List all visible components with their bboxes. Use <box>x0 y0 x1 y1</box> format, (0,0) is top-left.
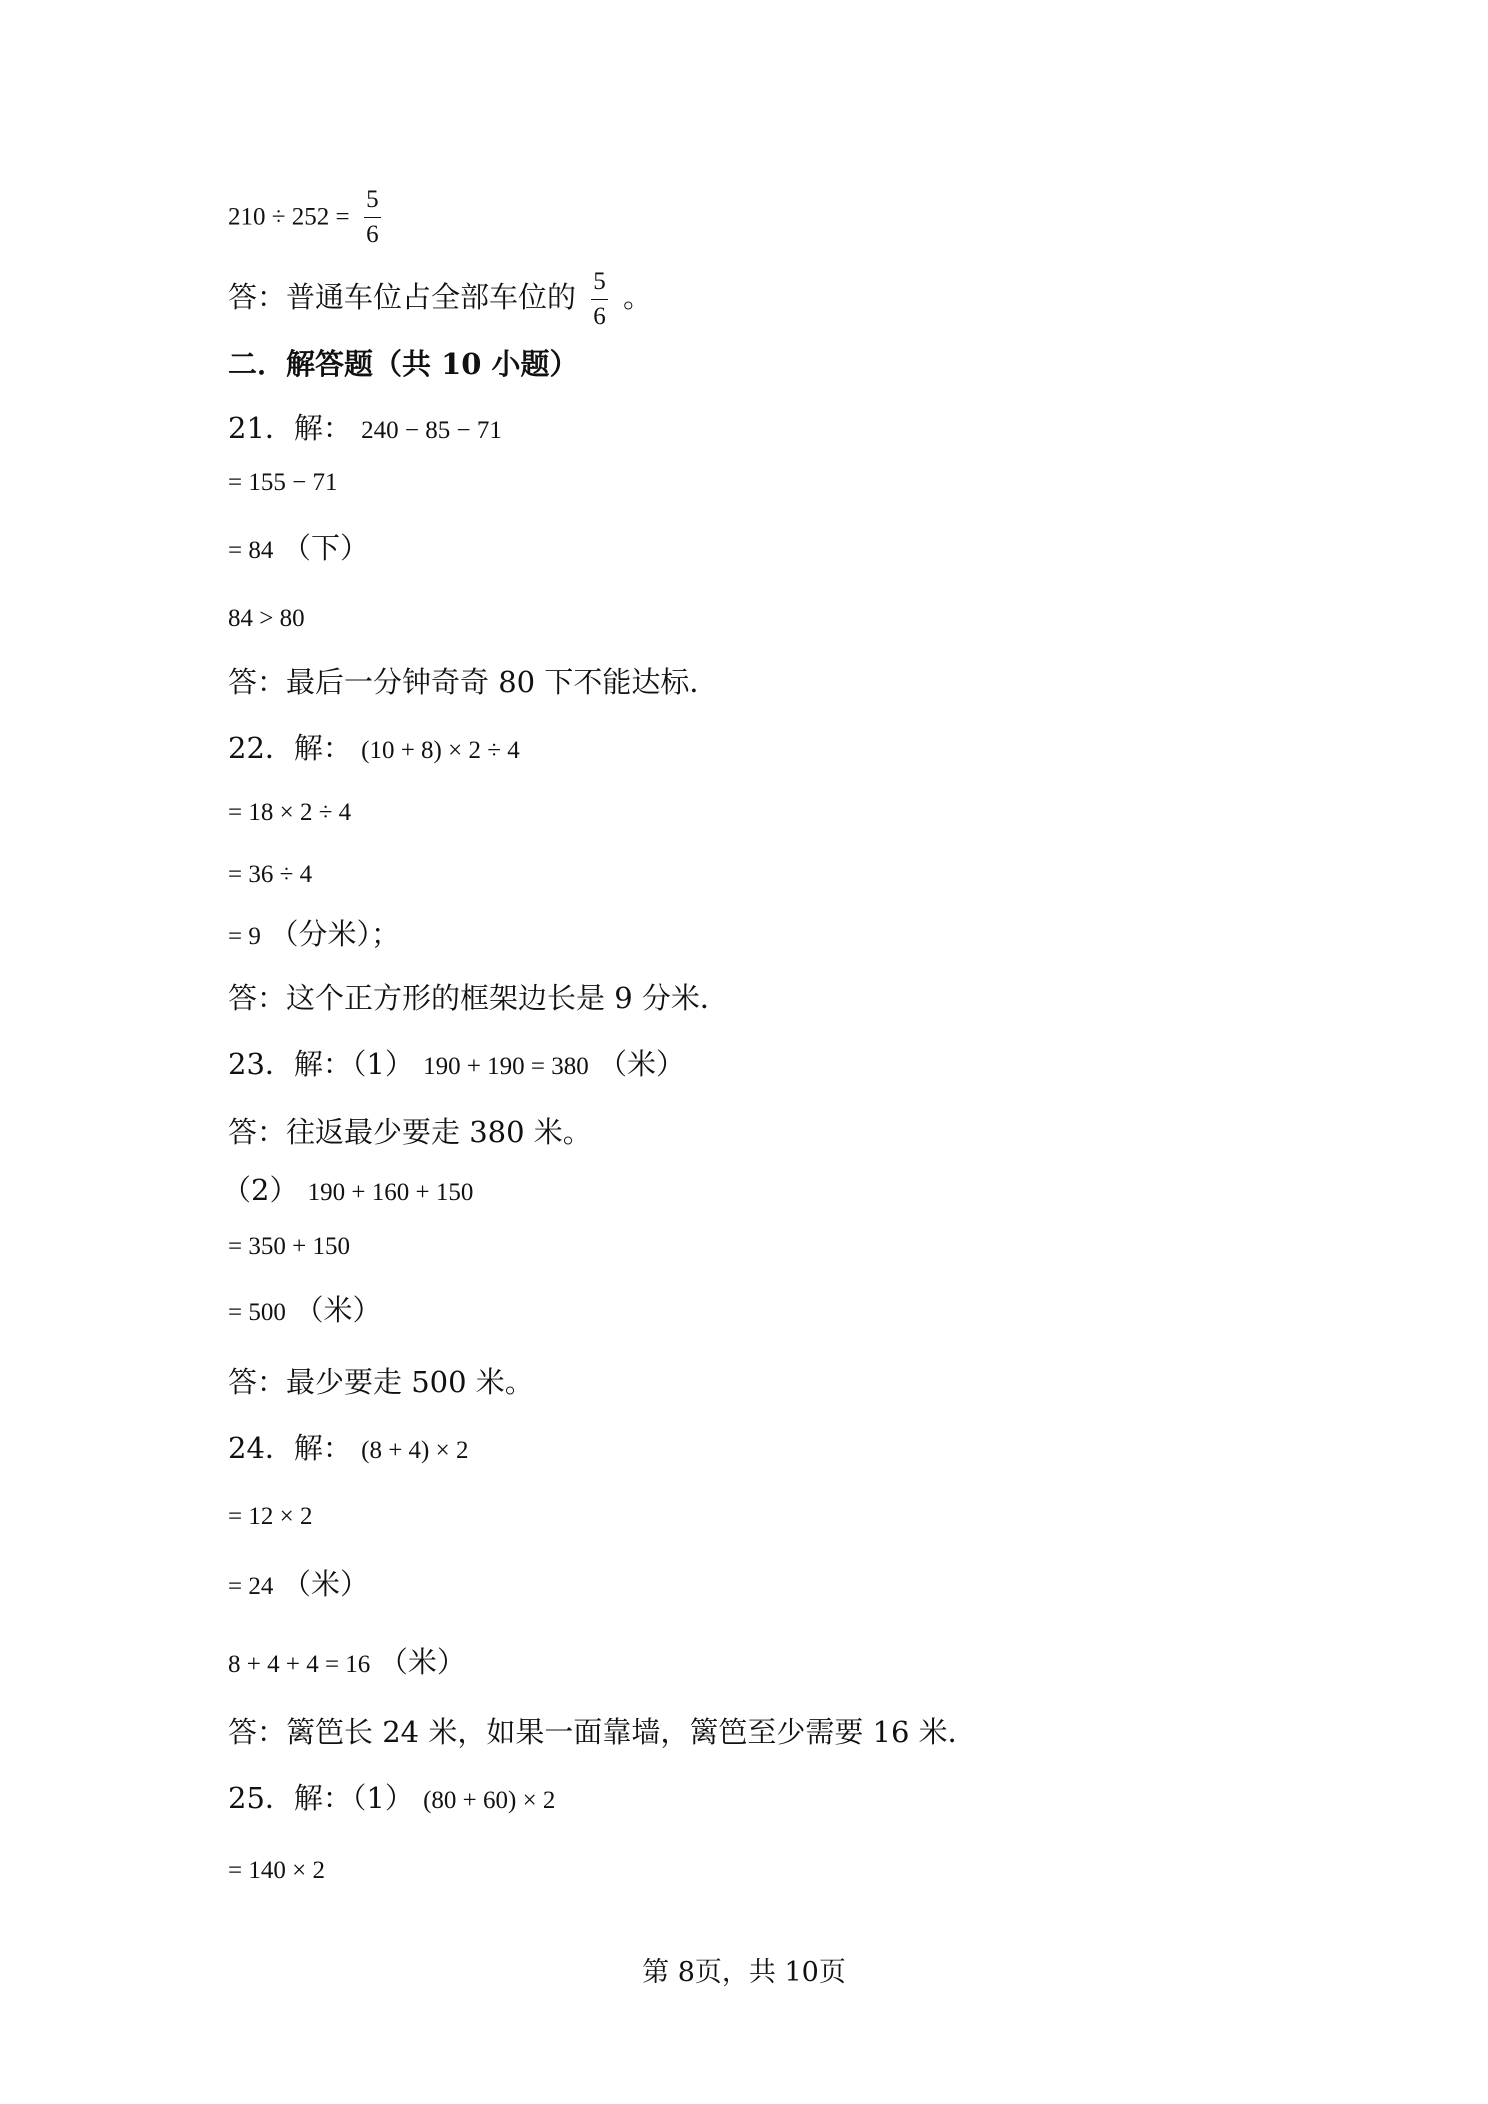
question-label: 23．解：（1） <box>228 1047 414 1081</box>
step-line: = 36 ÷ 4 <box>228 861 313 888</box>
fraction-numerator: 5 <box>364 186 381 218</box>
answer-line: 答：往返最少要走 380 米。 <box>228 1115 592 1149</box>
step-line <box>228 1567 369 1601</box>
step-line: = 18 × 2 ÷ 4 <box>228 799 352 826</box>
answer-line: 答：最后一分钟奇奇 80 下不能达标． <box>228 665 719 699</box>
expression: 190 + 160 + 150 <box>307 1179 474 1206</box>
question-24-line <box>228 1431 469 1465</box>
step-value: = 9 <box>228 923 261 950</box>
step-value: = 24 <box>228 1573 274 1600</box>
fraction-numerator: 5 <box>591 268 608 300</box>
step-line <box>228 1293 382 1327</box>
answer-end: 。 <box>622 280 652 314</box>
expression: (80 + 60) × 2 <box>423 1787 556 1814</box>
fraction-result-line <box>228 186 387 248</box>
expression: 210 ÷ 252 = <box>228 203 350 231</box>
unit: （米） <box>281 1567 369 1601</box>
question-21-line <box>228 411 502 445</box>
question-25-line <box>228 1781 556 1815</box>
step-line <box>228 531 369 565</box>
expression: (10 + 8) × 2 ÷ 4 <box>361 737 520 764</box>
fraction <box>591 268 608 330</box>
question-label: 22．解： <box>228 731 352 765</box>
answer-text: 答：普通车位占全部车位的 <box>228 280 577 314</box>
section-heading: 二．解答题（共 10 小题） <box>228 347 579 381</box>
unit: （分米）； <box>269 917 400 951</box>
question-23-line <box>228 1047 686 1081</box>
comparison-line: 84 > 80 <box>228 605 305 632</box>
page-footer: 第 8页，共 10页 <box>642 1957 846 1988</box>
step-line: = 140 × 2 <box>228 1857 325 1884</box>
answer-line <box>228 268 652 330</box>
answer-line: 答：篱笆长 24 米，如果一面靠墙，篱笆至少需要 16 米． <box>228 1715 977 1749</box>
question-label: 24．解： <box>228 1431 352 1465</box>
answer-line: 答：这个正方形的框架边长是 9 分米． <box>228 981 729 1015</box>
fraction <box>364 186 381 248</box>
step-value: 8 + 4 + 4 = 16 <box>228 1651 371 1678</box>
step-line: = 155 − 71 <box>228 469 338 496</box>
fraction-denominator: 6 <box>366 220 379 248</box>
step-line: = 350 + 150 <box>228 1233 350 1260</box>
expression: 240 − 85 − 71 <box>361 417 502 444</box>
step-line: = 12 × 2 <box>228 1503 313 1530</box>
expression: (8 + 4) × 2 <box>361 1437 469 1464</box>
part-2-line <box>222 1173 474 1207</box>
unit: （米） <box>598 1047 686 1081</box>
expression: 190 + 190 = 380 <box>423 1053 589 1080</box>
step-value: = 84 <box>228 537 274 564</box>
question-label: 21．解： <box>228 411 352 445</box>
step-value: = 500 <box>228 1299 286 1326</box>
answer-line: 答：最少要走 500 米。 <box>228 1365 534 1399</box>
part-label: （2） <box>222 1173 299 1207</box>
unit: （米） <box>294 1293 382 1327</box>
step-line <box>228 917 400 951</box>
unit: （米） <box>378 1645 466 1679</box>
step-line <box>228 1645 466 1679</box>
question-22-line <box>228 731 520 765</box>
fraction-denominator: 6 <box>593 302 606 330</box>
unit: （下） <box>281 531 369 565</box>
question-label: 25．解：（1） <box>228 1781 414 1815</box>
